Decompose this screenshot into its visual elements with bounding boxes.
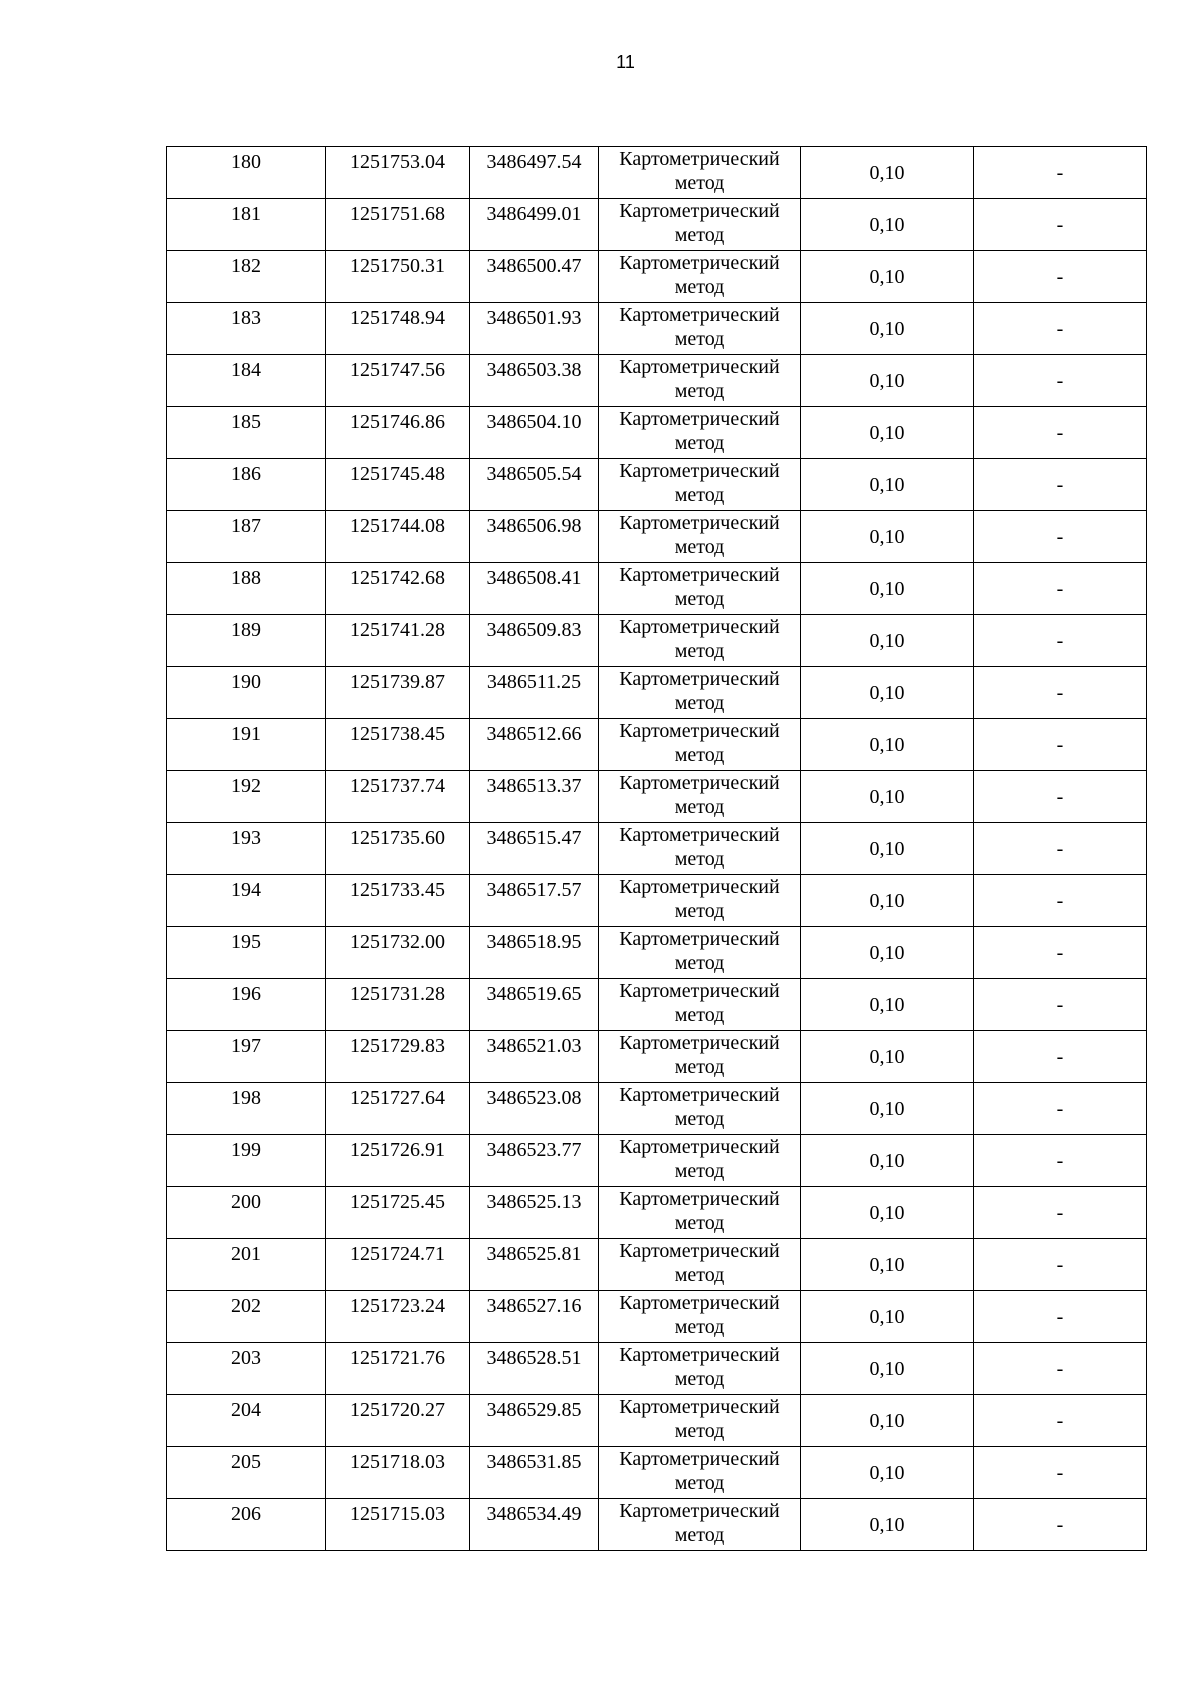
point-number-cell: 191: [167, 719, 326, 771]
y-coordinate-cell: 3486518.95: [470, 927, 599, 979]
x-coordinate-cell: 1251735.60: [326, 823, 470, 875]
method-cell: [599, 1135, 801, 1187]
table-row: [167, 1291, 1147, 1343]
method-line-2: метод: [674, 1368, 725, 1390]
method-cell: [599, 563, 801, 615]
point-number-cell: 196: [167, 979, 326, 1031]
method-line-1: Картометрический: [619, 564, 780, 586]
note-cell: -: [974, 667, 1147, 719]
method-cell: [599, 927, 801, 979]
y-coordinate-cell: 3486528.51: [470, 1343, 599, 1395]
method-cell: [599, 1083, 801, 1135]
method-line-1: Картометрический: [619, 252, 780, 274]
accuracy-cell: 0,10: [801, 511, 974, 563]
x-coordinate-cell: 1251731.28: [326, 979, 470, 1031]
y-coordinate-cell: 3486505.54: [470, 459, 599, 511]
method-line-2: метод: [674, 1316, 725, 1338]
note-cell: -: [974, 407, 1147, 459]
accuracy-cell: 0,10: [801, 1135, 974, 1187]
note-cell: -: [974, 875, 1147, 927]
method-line-2: метод: [674, 1472, 725, 1494]
table-row: [167, 979, 1147, 1031]
y-coordinate-cell: 3486515.47: [470, 823, 599, 875]
method-line-1: Картометрический: [619, 512, 780, 534]
table-row: [167, 875, 1147, 927]
method-cell: [599, 667, 801, 719]
y-coordinate-cell: 3486501.93: [470, 303, 599, 355]
x-coordinate-cell: 1251721.76: [326, 1343, 470, 1395]
note-cell: -: [974, 927, 1147, 979]
table-row: [167, 355, 1147, 407]
point-number-cell: 187: [167, 511, 326, 563]
accuracy-cell: 0,10: [801, 979, 974, 1031]
x-coordinate-cell: 1251747.56: [326, 355, 470, 407]
method-line-1: Картометрический: [619, 1448, 780, 1470]
accuracy-cell: 0,10: [801, 1499, 974, 1551]
y-coordinate-cell: 3486529.85: [470, 1395, 599, 1447]
accuracy-cell: 0,10: [801, 1343, 974, 1395]
y-coordinate-cell: 3486512.66: [470, 719, 599, 771]
y-coordinate-cell: 3486521.03: [470, 1031, 599, 1083]
method-line-1: Картометрический: [619, 876, 780, 898]
method-line-1: Картометрический: [619, 460, 780, 482]
accuracy-cell: 0,10: [801, 1239, 974, 1291]
x-coordinate-cell: 1251748.94: [326, 303, 470, 355]
point-number-cell: 180: [167, 147, 326, 199]
method-line-2: метод: [674, 276, 725, 298]
table-row: [167, 1031, 1147, 1083]
x-coordinate-cell: 1251750.31: [326, 251, 470, 303]
x-coordinate-cell: 1251742.68: [326, 563, 470, 615]
x-coordinate-cell: 1251744.08: [326, 511, 470, 563]
method-line-2: метод: [674, 1264, 725, 1286]
method-cell: [599, 355, 801, 407]
table-row: [167, 1239, 1147, 1291]
accuracy-cell: 0,10: [801, 1291, 974, 1343]
y-coordinate-cell: 3486525.81: [470, 1239, 599, 1291]
method-line-2: метод: [674, 1524, 725, 1546]
method-line-2: метод: [674, 1004, 725, 1026]
method-line-2: метод: [674, 380, 725, 402]
method-line-1: Картометрический: [619, 148, 780, 170]
note-cell: -: [974, 355, 1147, 407]
accuracy-cell: 0,10: [801, 615, 974, 667]
point-number-cell: 195: [167, 927, 326, 979]
note-cell: -: [974, 771, 1147, 823]
method-line-2: метод: [674, 640, 725, 662]
accuracy-cell: 0,10: [801, 407, 974, 459]
table-row: [167, 771, 1147, 823]
table-row: [167, 563, 1147, 615]
point-number-cell: 189: [167, 615, 326, 667]
method-line-2: метод: [674, 1056, 725, 1078]
x-coordinate-cell: 1251739.87: [326, 667, 470, 719]
method-cell: [599, 407, 801, 459]
table-row: [167, 1395, 1147, 1447]
x-coordinate-cell: 1251751.68: [326, 199, 470, 251]
point-number-cell: 188: [167, 563, 326, 615]
point-number-cell: 197: [167, 1031, 326, 1083]
table-row: [167, 667, 1147, 719]
method-line-2: метод: [674, 744, 725, 766]
x-coordinate-cell: 1251720.27: [326, 1395, 470, 1447]
table-row: [167, 251, 1147, 303]
coordinates-table-body: [167, 147, 1147, 1551]
accuracy-cell: 0,10: [801, 771, 974, 823]
table-row: [167, 615, 1147, 667]
method-line-1: Картометрический: [619, 1396, 780, 1418]
method-line-1: Картометрический: [619, 772, 780, 794]
method-cell: [599, 1499, 801, 1551]
method-cell: [599, 147, 801, 199]
coordinates-table: [166, 146, 1147, 1551]
point-number-cell: 194: [167, 875, 326, 927]
table-row: [167, 1447, 1147, 1499]
y-coordinate-cell: 3486523.08: [470, 1083, 599, 1135]
table-row: [167, 1343, 1147, 1395]
method-cell: [599, 459, 801, 511]
accuracy-cell: 0,10: [801, 927, 974, 979]
accuracy-cell: 0,10: [801, 147, 974, 199]
method-line-1: Картометрический: [619, 1344, 780, 1366]
accuracy-cell: 0,10: [801, 251, 974, 303]
y-coordinate-cell: 3486525.13: [470, 1187, 599, 1239]
method-cell: [599, 979, 801, 1031]
accuracy-cell: 0,10: [801, 459, 974, 511]
method-line-2: метод: [674, 1160, 725, 1182]
x-coordinate-cell: 1251715.03: [326, 1499, 470, 1551]
y-coordinate-cell: 3486531.85: [470, 1447, 599, 1499]
method-cell: [599, 1291, 801, 1343]
table-row: [167, 147, 1147, 199]
method-line-1: Картометрический: [619, 616, 780, 638]
point-number-cell: 199: [167, 1135, 326, 1187]
method-cell: [599, 251, 801, 303]
x-coordinate-cell: 1251746.86: [326, 407, 470, 459]
note-cell: -: [974, 823, 1147, 875]
note-cell: -: [974, 1187, 1147, 1239]
x-coordinate-cell: 1251723.24: [326, 1291, 470, 1343]
accuracy-cell: 0,10: [801, 1395, 974, 1447]
x-coordinate-cell: 1251718.03: [326, 1447, 470, 1499]
method-line-2: метод: [674, 1212, 725, 1234]
method-line-2: метод: [674, 536, 725, 558]
x-coordinate-cell: 1251745.48: [326, 459, 470, 511]
method-line-1: Картометрический: [619, 980, 780, 1002]
note-cell: -: [974, 1239, 1147, 1291]
accuracy-cell: 0,10: [801, 1031, 974, 1083]
method-line-2: метод: [674, 692, 725, 714]
method-cell: [599, 511, 801, 563]
method-line-2: метод: [674, 1108, 725, 1130]
method-cell: [599, 1239, 801, 1291]
accuracy-cell: 0,10: [801, 1187, 974, 1239]
note-cell: -: [974, 459, 1147, 511]
note-cell: -: [974, 199, 1147, 251]
point-number-cell: 183: [167, 303, 326, 355]
y-coordinate-cell: 3486519.65: [470, 979, 599, 1031]
method-line-2: метод: [674, 1420, 725, 1442]
note-cell: -: [974, 511, 1147, 563]
table-row: [167, 719, 1147, 771]
y-coordinate-cell: 3486523.77: [470, 1135, 599, 1187]
note-cell: -: [974, 303, 1147, 355]
method-line-1: Картометрический: [619, 1500, 780, 1522]
y-coordinate-cell: 3486504.10: [470, 407, 599, 459]
method-cell: [599, 615, 801, 667]
x-coordinate-cell: 1251726.91: [326, 1135, 470, 1187]
x-coordinate-cell: 1251741.28: [326, 615, 470, 667]
table-row: [167, 199, 1147, 251]
accuracy-cell: 0,10: [801, 1447, 974, 1499]
method-line-1: Картометрический: [619, 1240, 780, 1262]
point-number-cell: 206: [167, 1499, 326, 1551]
method-cell: [599, 1447, 801, 1499]
method-line-2: метод: [674, 848, 725, 870]
note-cell: -: [974, 1447, 1147, 1499]
table-row: [167, 1083, 1147, 1135]
method-line-1: Картометрический: [619, 408, 780, 430]
point-number-cell: 198: [167, 1083, 326, 1135]
point-number-cell: 186: [167, 459, 326, 511]
method-line-1: Картометрический: [619, 356, 780, 378]
y-coordinate-cell: 3486509.83: [470, 615, 599, 667]
note-cell: -: [974, 1499, 1147, 1551]
accuracy-cell: 0,10: [801, 823, 974, 875]
y-coordinate-cell: 3486497.54: [470, 147, 599, 199]
accuracy-cell: 0,10: [801, 303, 974, 355]
note-cell: -: [974, 615, 1147, 667]
accuracy-cell: 0,10: [801, 667, 974, 719]
accuracy-cell: 0,10: [801, 199, 974, 251]
table-row: [167, 927, 1147, 979]
x-coordinate-cell: 1251753.04: [326, 147, 470, 199]
page-number: 11: [616, 52, 635, 72]
method-cell: [599, 1031, 801, 1083]
note-cell: -: [974, 719, 1147, 771]
point-number-cell: 184: [167, 355, 326, 407]
y-coordinate-cell: 3486517.57: [470, 875, 599, 927]
x-coordinate-cell: 1251725.45: [326, 1187, 470, 1239]
point-number-cell: 181: [167, 199, 326, 251]
note-cell: -: [974, 1135, 1147, 1187]
method-line-2: метод: [674, 432, 725, 454]
note-cell: -: [974, 1031, 1147, 1083]
note-cell: -: [974, 1291, 1147, 1343]
point-number-cell: 202: [167, 1291, 326, 1343]
point-number-cell: 200: [167, 1187, 326, 1239]
x-coordinate-cell: 1251732.00: [326, 927, 470, 979]
note-cell: -: [974, 1343, 1147, 1395]
method-cell: [599, 303, 801, 355]
note-cell: -: [974, 979, 1147, 1031]
y-coordinate-cell: 3486527.16: [470, 1291, 599, 1343]
point-number-cell: 203: [167, 1343, 326, 1395]
method-cell: [599, 1187, 801, 1239]
method-line-1: Картометрический: [619, 200, 780, 222]
x-coordinate-cell: 1251727.64: [326, 1083, 470, 1135]
method-cell: [599, 875, 801, 927]
method-line-1: Картометрический: [619, 1136, 780, 1158]
method-cell: [599, 199, 801, 251]
method-line-1: Картометрический: [619, 1188, 780, 1210]
note-cell: -: [974, 1083, 1147, 1135]
method-line-1: Картометрический: [619, 1032, 780, 1054]
method-line-2: метод: [674, 328, 725, 350]
method-cell: [599, 771, 801, 823]
note-cell: -: [974, 563, 1147, 615]
table-row: [167, 1499, 1147, 1551]
point-number-cell: 192: [167, 771, 326, 823]
table-row: [167, 1187, 1147, 1239]
method-cell: [599, 719, 801, 771]
note-cell: -: [974, 147, 1147, 199]
method-line-2: метод: [674, 952, 725, 974]
table-row: [167, 511, 1147, 563]
method-line-1: Картометрический: [619, 668, 780, 690]
method-line-1: Картометрический: [619, 1292, 780, 1314]
table-row: [167, 459, 1147, 511]
method-line-1: Картометрический: [619, 928, 780, 950]
table-row: [167, 1135, 1147, 1187]
y-coordinate-cell: 3486511.25: [470, 667, 599, 719]
method-line-1: Картометрический: [619, 824, 780, 846]
table-row: [167, 407, 1147, 459]
y-coordinate-cell: 3486500.47: [470, 251, 599, 303]
y-coordinate-cell: 3486499.01: [470, 199, 599, 251]
x-coordinate-cell: 1251729.83: [326, 1031, 470, 1083]
method-line-2: метод: [674, 588, 725, 610]
method-line-2: метод: [674, 172, 725, 194]
accuracy-cell: 0,10: [801, 355, 974, 407]
method-line-2: метод: [674, 224, 725, 246]
point-number-cell: 193: [167, 823, 326, 875]
x-coordinate-cell: 1251733.45: [326, 875, 470, 927]
y-coordinate-cell: 3486534.49: [470, 1499, 599, 1551]
method-cell: [599, 823, 801, 875]
table-row: [167, 303, 1147, 355]
y-coordinate-cell: 3486506.98: [470, 511, 599, 563]
method-line-2: метод: [674, 484, 725, 506]
point-number-cell: 190: [167, 667, 326, 719]
accuracy-cell: 0,10: [801, 563, 974, 615]
method-line-2: метод: [674, 900, 725, 922]
method-line-1: Картометрический: [619, 304, 780, 326]
accuracy-cell: 0,10: [801, 1083, 974, 1135]
y-coordinate-cell: 3486508.41: [470, 563, 599, 615]
x-coordinate-cell: 1251738.45: [326, 719, 470, 771]
accuracy-cell: 0,10: [801, 875, 974, 927]
x-coordinate-cell: 1251737.74: [326, 771, 470, 823]
method-cell: [599, 1395, 801, 1447]
x-coordinate-cell: 1251724.71: [326, 1239, 470, 1291]
note-cell: -: [974, 251, 1147, 303]
method-cell: [599, 1343, 801, 1395]
y-coordinate-cell: 3486513.37: [470, 771, 599, 823]
accuracy-cell: 0,10: [801, 719, 974, 771]
table-row: [167, 823, 1147, 875]
point-number-cell: 205: [167, 1447, 326, 1499]
y-coordinate-cell: 3486503.38: [470, 355, 599, 407]
method-line-2: метод: [674, 796, 725, 818]
method-line-1: Картометрический: [619, 720, 780, 742]
point-number-cell: 185: [167, 407, 326, 459]
method-line-1: Картометрический: [619, 1084, 780, 1106]
point-number-cell: 182: [167, 251, 326, 303]
point-number-cell: 204: [167, 1395, 326, 1447]
point-number-cell: 201: [167, 1239, 326, 1291]
note-cell: -: [974, 1395, 1147, 1447]
